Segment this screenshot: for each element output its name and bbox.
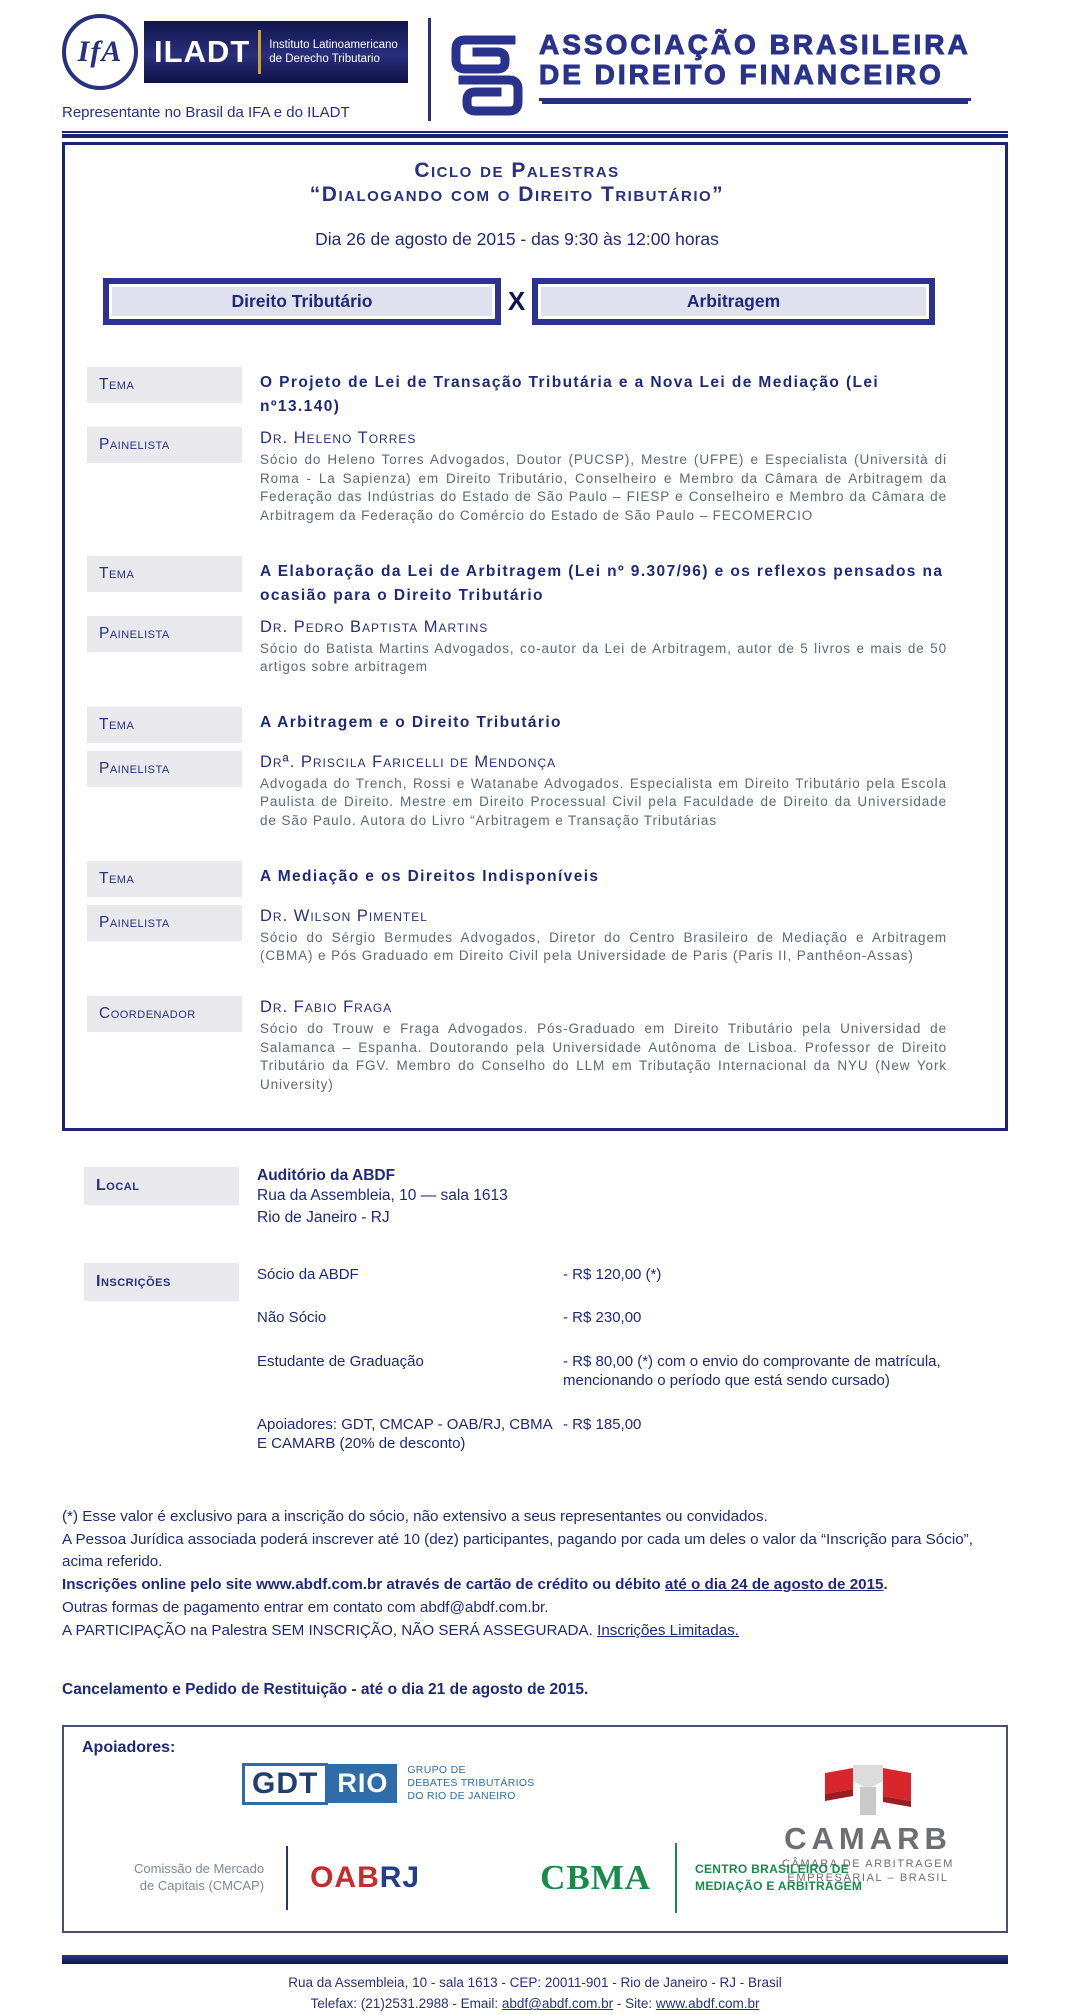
note-period: . bbox=[883, 1576, 888, 1594]
program-label: Painelista bbox=[87, 905, 242, 941]
panelist-block bbox=[260, 905, 947, 966]
header-divider bbox=[428, 18, 431, 121]
oab-logo-text: OAB bbox=[310, 1860, 380, 1894]
cancellation-line: Cancelamento e Pedido de Restituição - até o dia 21 de agosto de 2015. bbox=[62, 1680, 589, 1698]
registration-label: Inscrições bbox=[84, 1263, 239, 1301]
panelist-bio: Advogada do Trench, Rossi e Watanabe Advogados. Especialista em Direito Tributário pela Escola Paulista de Direito. Mestre em Direito Processual Civil pela Faculdade de Direito da Universidade de São Paulo. Autora do Livro “Arbitragem e Transação Tributárias bbox=[260, 775, 947, 829]
representative-caption: Representante no Brasil da IFA e do ILADT bbox=[62, 104, 350, 121]
abdf-logo-line2: DE DIREITO FINANCEIRO bbox=[539, 59, 944, 91]
program-topic-title: A Arbitragem e o Direito Tributário bbox=[260, 713, 562, 731]
abdf-logo-icon bbox=[445, 30, 529, 121]
cmcap-caption-line1: Comissão de Mercado bbox=[134, 1860, 265, 1876]
program-label: Coordenador bbox=[87, 996, 242, 1032]
panelist-name: Dr. Wilson Pimentel bbox=[260, 906, 428, 925]
iladt-caption-line1: Instituto Latinoamericano bbox=[269, 38, 398, 51]
program-label: Painelista bbox=[87, 616, 242, 652]
supporters-box bbox=[62, 1725, 1008, 1933]
venue-label: Local bbox=[84, 1167, 239, 1205]
footer-telefax: Telefax: (21)2531.2988 - Email: bbox=[310, 1996, 502, 2012]
registration-price: - R$ 185,00 bbox=[563, 1415, 642, 1433]
cbma-logo-caption bbox=[695, 1861, 862, 1893]
registration-item: Estudante de Graduação bbox=[257, 1352, 424, 1370]
program-label: Tema bbox=[87, 707, 242, 743]
program-label: Tema bbox=[87, 367, 242, 403]
supporters-label: Apoiadores: bbox=[82, 1738, 176, 1756]
versus-box-right: Arbitragem bbox=[532, 278, 935, 325]
note-limited: Inscrições Limitadas. bbox=[597, 1621, 739, 1639]
program-topic-title: A Mediação e os Direitos Indisponíveis bbox=[260, 867, 600, 885]
gdt-caption-line3: DO RIO DE JANEIRO bbox=[407, 1790, 516, 1803]
event-title: “Dialogando com o Direito Tributário” bbox=[309, 183, 725, 206]
program-row-tema-1 bbox=[87, 367, 947, 419]
gdt-caption-line2: DEBATES TRIBUTÁRIOS bbox=[407, 1777, 535, 1790]
camarb-caption-line1: CÂMARA DE ARBITRAGEM bbox=[782, 1857, 954, 1870]
versus-row bbox=[103, 278, 935, 325]
registration-item: Sócio da ABDF bbox=[257, 1265, 359, 1283]
venue-name: Auditório da ABDF bbox=[257, 1167, 396, 1185]
iladt-logo-caption bbox=[269, 38, 398, 67]
panelist-block bbox=[260, 427, 947, 526]
registration-price: - R$ 230,00 bbox=[563, 1309, 642, 1327]
gdt-logo-text: GDT bbox=[252, 1766, 319, 1800]
series-title: Ciclo de Palestras bbox=[414, 159, 620, 182]
footer-site-label: - Site: bbox=[613, 1996, 656, 2012]
camarb-logo-icon bbox=[807, 1763, 929, 1819]
note-other-payment: Outras formas de pagamento entrar em contato com abdf@abdf.com.br. bbox=[62, 1599, 549, 1616]
footer-email-link[interactable]: abdf@abdf.com.br bbox=[501, 1996, 614, 2012]
program-row-tema-3 bbox=[87, 707, 947, 743]
ifa-monogram: IfA bbox=[77, 35, 123, 68]
program-topic-title: A Elaboração da Lei de Arbitragem (Lei nº 9.307/96) e os reflexos pensados na ocasião para o Direito Tributário bbox=[260, 562, 944, 604]
cbma-logo-name: CBMA bbox=[540, 1857, 652, 1897]
notes bbox=[62, 1506, 1008, 1643]
rio-logo-text: RIO bbox=[337, 1768, 389, 1799]
gdt-caption-line1: GRUPO DE bbox=[407, 1763, 466, 1776]
footer bbox=[62, 1972, 1008, 2015]
panelist-name: Dr. Pedro Baptista Martins bbox=[260, 617, 489, 636]
program-row-panelist-3 bbox=[87, 751, 947, 831]
cbma-caption-line2: MEDIAÇÃO E ARBITRAGEM bbox=[695, 1878, 863, 1893]
panelist-bio: Sócio do Sérgio Bermudes Advogados, Diretor do Centro Brasileiro de Mediação e Arbitragem (CBMA) e Pós Graduado em Direito Civil pela Universidade de Paris (Paris II, Panthéon-Assas) bbox=[260, 929, 947, 964]
footer-address: Rua da Assembleia, 10 - sala 1613 - CEP: 20011-901 - Rio de Janeiro - RJ - Brasil bbox=[288, 1974, 782, 1990]
panelist-bio: Sócio do Batista Martins Advogados, co-autor da Lei de Arbitragem, autor de 5 livros e mais de 50 artigos sobre arbitragem bbox=[260, 640, 947, 675]
venue-address-line2: Rio de Janeiro - RJ bbox=[257, 1209, 390, 1227]
header-left-logos bbox=[62, 14, 410, 90]
oabrj-logo bbox=[310, 1861, 420, 1895]
registration-item: Não Sócio bbox=[257, 1309, 327, 1327]
program-list bbox=[87, 367, 947, 1094]
header-left bbox=[62, 14, 410, 121]
registration-row bbox=[257, 1265, 950, 1285]
ifa-logo-icon bbox=[62, 14, 138, 90]
program-label: Painelista bbox=[87, 751, 242, 787]
rj-logo-text: RJ bbox=[379, 1860, 421, 1894]
program-row-panelist-1 bbox=[87, 427, 947, 526]
abdf-logo-line1: ASSOCIAÇÃO BRASILEIRA bbox=[539, 29, 971, 60]
footer-contact-line bbox=[62, 1993, 1008, 2015]
program-topic-title: O Projeto de Lei de Transação Tributária e a Nova Lei de Mediação (Lei nº13.140) bbox=[260, 374, 880, 416]
venue-details bbox=[257, 1167, 950, 1228]
venue-section bbox=[62, 1167, 1008, 1228]
cbma-divider bbox=[675, 1843, 677, 1913]
gdt-logo-box bbox=[242, 1763, 328, 1805]
registration-row bbox=[257, 1352, 950, 1391]
program-row-tema-2 bbox=[87, 556, 947, 608]
camarb-caption-line2: EMPRESARIAL – BRASIL bbox=[787, 1871, 949, 1884]
cmcap-oab-divider bbox=[286, 1846, 288, 1910]
program-row-coordinator bbox=[87, 996, 947, 1095]
registration-row bbox=[257, 1308, 950, 1328]
camarb-logo-name: CAMARB bbox=[784, 1820, 952, 1856]
program-label: Tema bbox=[87, 556, 242, 592]
panelist-block bbox=[260, 751, 947, 831]
registration-price: - R$ 120,00 (*) bbox=[563, 1265, 662, 1283]
program-box bbox=[62, 142, 1008, 1131]
gdt-rio-logo bbox=[242, 1763, 535, 1805]
supporters-row2 bbox=[134, 1843, 976, 1913]
registration-section bbox=[62, 1263, 1008, 1454]
coordinator-bio: Sócio do Trouw e Fraga Advogados. Pós-Graduado em Direito Tributário pela Universidad de Salamanca – Espanha. Doutorando pela Universidade Autônoma de Lisboa. Professor de Direito Tributário da FGV. Membro do Conselho do LLM em Tributação Internacional da NYU (New York University) bbox=[260, 1020, 947, 1092]
program-row-panelist-4 bbox=[87, 905, 947, 966]
header-rule bbox=[62, 131, 1008, 138]
event-datetime: Dia 26 de agosto de 2015 - das 9:30 às 12:00 horas bbox=[315, 229, 719, 249]
cbma-caption-line1: CENTRO BRASILEIRO DE bbox=[695, 1862, 850, 1877]
registration-table bbox=[257, 1263, 950, 1454]
abdf-logo-text bbox=[539, 30, 971, 101]
note-deadline: até o dia 24 de agosto de 2015 bbox=[664, 1576, 884, 1594]
venue-address-line1: Rua da Assembleia, 10 — sala 1613 bbox=[257, 1187, 508, 1205]
iladt-logo-name: ILADT bbox=[154, 34, 251, 69]
iladt-logo-separator bbox=[258, 30, 261, 74]
note-online-registration bbox=[62, 1574, 1008, 1597]
gdt-logo-caption bbox=[407, 1764, 534, 1803]
note-online-text[interactable]: Inscrições online pelo site www.abdf.com.br através de cartão de crédito ou débito bbox=[62, 1576, 665, 1594]
coordinator-block bbox=[260, 996, 947, 1095]
panelist-name: Dr. Heleno Torres bbox=[260, 429, 417, 448]
registration-price: - R$ 80,00 (*) com o envio do comprovante de matrícula, mencionando o período que está sendo cursado) bbox=[563, 1352, 941, 1390]
program-label: Tema bbox=[87, 861, 242, 897]
panelist-name: Drª. Priscila Faricelli de Mendonça bbox=[260, 752, 557, 771]
header bbox=[62, 14, 1008, 121]
footer-site-link[interactable]: www.abdf.com.br bbox=[655, 1996, 760, 2012]
cmcap-caption-line2: de Capitais (CMCAP) bbox=[139, 1877, 265, 1893]
footer-bar bbox=[62, 1955, 1008, 1964]
coordinator-name: Dr. Fabio Fraga bbox=[260, 997, 393, 1016]
note-asterisk: (*) Esse valor é exclusivo para a inscrição do sócio, não extensivo a seus representantes ou convidados. bbox=[62, 1507, 768, 1525]
versus-x: X bbox=[507, 286, 526, 316]
panelist-block bbox=[260, 616, 947, 677]
program-row-panelist-2 bbox=[87, 616, 947, 677]
registration-item: Apoiadores: GDT, CMCAP - OAB/RJ, CBMA E CAMARB (20% de desconto) bbox=[257, 1415, 552, 1453]
abdf-logo bbox=[445, 14, 1008, 121]
registration-row bbox=[257, 1415, 950, 1454]
versus-box-left: Direito Tributário bbox=[103, 278, 501, 325]
program-label: Painelista bbox=[87, 427, 242, 463]
panelist-bio: Sócio do Heleno Torres Advogados, Doutor (PUCSP), Mestre (UFPE) e Especialista (Università di Roma - La Sapienza) em Direito Tributário, Conselheiro e Membro da Câmara de Arbitragem da Federação das Indústrias do Estado de São Paulo – FIESP e Conselheiro e Membro da Câmara de Arbitragem da Federação do Comércio do Estado de São Paulo – FECOMERCIO bbox=[260, 452, 947, 523]
program-row-tema-4 bbox=[87, 861, 947, 897]
iladt-caption-line2: de Derecho Tributario bbox=[269, 53, 380, 65]
note-pessoa-juridica: A Pessoa Jurídica associada poderá inscrever até 10 (dez) participantes, pagando por cada um deles o valor da “Inscrição para Sócio”, acima referido. bbox=[62, 1530, 973, 1571]
cmcap-logo-caption bbox=[134, 1861, 264, 1895]
note-participation-text: A PARTICIPAÇÃO na Palestra SEM INSCRIÇÃO, NÃO SERÁ ASSEGURADA. bbox=[62, 1621, 598, 1639]
rio-logo-box bbox=[328, 1764, 397, 1803]
iladt-logo bbox=[144, 21, 408, 83]
note-participation bbox=[62, 1620, 1008, 1643]
